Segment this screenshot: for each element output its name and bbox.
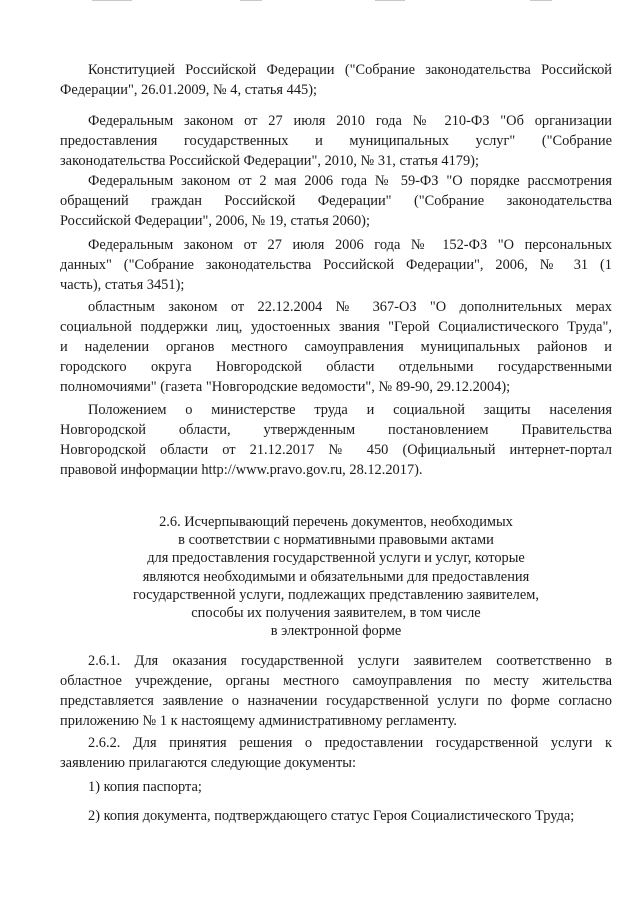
list-item: 2) копия документа, подтверждающего статус Героя Социалистического Труда; bbox=[88, 808, 575, 824]
legal-basis-law-152 bbox=[60, 235, 612, 295]
text-line: Федеральным законом от 2 мая 2006 года № 59-ФЗ "О порядке рассмотрения bbox=[88, 173, 612, 189]
required-documents-list-item bbox=[60, 806, 612, 826]
legal-basis-regional-law-367 bbox=[60, 297, 612, 397]
text-line: областное учреждение, органы местного самоуправления по месту жительства bbox=[60, 673, 612, 689]
text-line: Федерации", 26.01.2009, № 4, статья 445); bbox=[60, 82, 318, 98]
heading-line: для предоставления государственной услуги и услуг, которые bbox=[147, 550, 525, 567]
text-line: городского округа Новгородской области отдельными государственными bbox=[60, 359, 612, 375]
clause-2-6-2 bbox=[60, 733, 612, 773]
heading-line: 2.6. Исчерпывающий перечень документов, необходимых bbox=[159, 514, 513, 530]
list-item: 1) копия паспорта; bbox=[88, 779, 202, 795]
text-line: Федеральным законом от 27 июля 2010 года № 210-ФЗ "Об организации bbox=[88, 113, 612, 129]
text-line: Конституцией Российской Федерации ("Собрание законодательства Российской bbox=[88, 62, 612, 78]
text-line: полномочиями" (газета "Новгородские ведомости", № 89-90, 29.12.2004); bbox=[60, 379, 511, 395]
text-line: социальной поддержки лиц, удостоенных звания "Герой Социалистического Труда", bbox=[60, 319, 612, 335]
heading-line: являются необходимыми и обязательными для предоставления bbox=[142, 568, 530, 585]
heading-line: государственной услуги, подлежащих представлению заявителем, bbox=[133, 586, 539, 603]
text-line: данных" ("Собрание законодательства Российской Федерации", 2006, № 31 (1 bbox=[60, 257, 612, 273]
text-line: Положением о министерстве труда и социальной защиты населения bbox=[88, 402, 612, 418]
section-heading-2-6 bbox=[60, 513, 612, 640]
text-line: представляется заявление о назначении государственной услуги по форме согласно bbox=[60, 693, 612, 709]
text-line: 2.6.1. Для оказания государственной услуги заявителем соответственно в bbox=[88, 653, 612, 669]
text-line: Федеральным законом от 27 июля 2006 года № 152-ФЗ "О персональных bbox=[88, 237, 612, 253]
clause-2-6-1 bbox=[60, 651, 612, 731]
text-line: предоставления государственных и муниципальных услуг" ("Собрание bbox=[60, 133, 612, 149]
text-line: приложению № 1 к настоящему административному регламенту. bbox=[60, 713, 457, 729]
text-line: Новгородской области, утвержденным постановлением Правительства bbox=[60, 422, 612, 438]
legal-basis-law-210 bbox=[60, 111, 612, 171]
required-documents-list-item bbox=[60, 777, 612, 797]
text-line: правовой информации http://www.pravo.gov.ru, 28.12.2017). bbox=[60, 462, 423, 478]
text-line: и наделении органов местного самоуправления муниципальных районов и bbox=[60, 339, 612, 355]
scan-edge-marks bbox=[0, 0, 640, 6]
text-line: Российской Федерации", 2006, № 19, статья 2060); bbox=[60, 213, 370, 229]
text-line: областным законом от 22.12.2004 № 367-ОЗ "О дополнительных мерах bbox=[88, 299, 612, 315]
text-line: законодательства Российской Федерации", 2010, № 31, статья 4179); bbox=[60, 153, 479, 169]
heading-line: в электронной форме bbox=[270, 623, 402, 640]
text-line: часть), статья 3451); bbox=[60, 277, 185, 293]
text-line: Новгородской области от 21.12.2017 № 450 (Официальный интернет-портал bbox=[60, 442, 612, 458]
heading-line: в соответствии с нормативными правовыми актами bbox=[178, 532, 494, 549]
legal-basis-constitution bbox=[60, 60, 612, 100]
legal-basis-law-59 bbox=[60, 171, 612, 231]
heading-line: способы их получения заявителем, в том числе bbox=[191, 605, 481, 622]
legal-basis-ministry-regulation bbox=[60, 400, 612, 480]
text-line: 2.6.2. Для принятия решения о предоставлении государственной услуги к bbox=[88, 735, 612, 751]
text-line: обращений граждан Российской Федерации" ("Собрание законодательства bbox=[60, 193, 612, 209]
text-line: заявлению прилагаются следующие документы: bbox=[60, 755, 356, 771]
